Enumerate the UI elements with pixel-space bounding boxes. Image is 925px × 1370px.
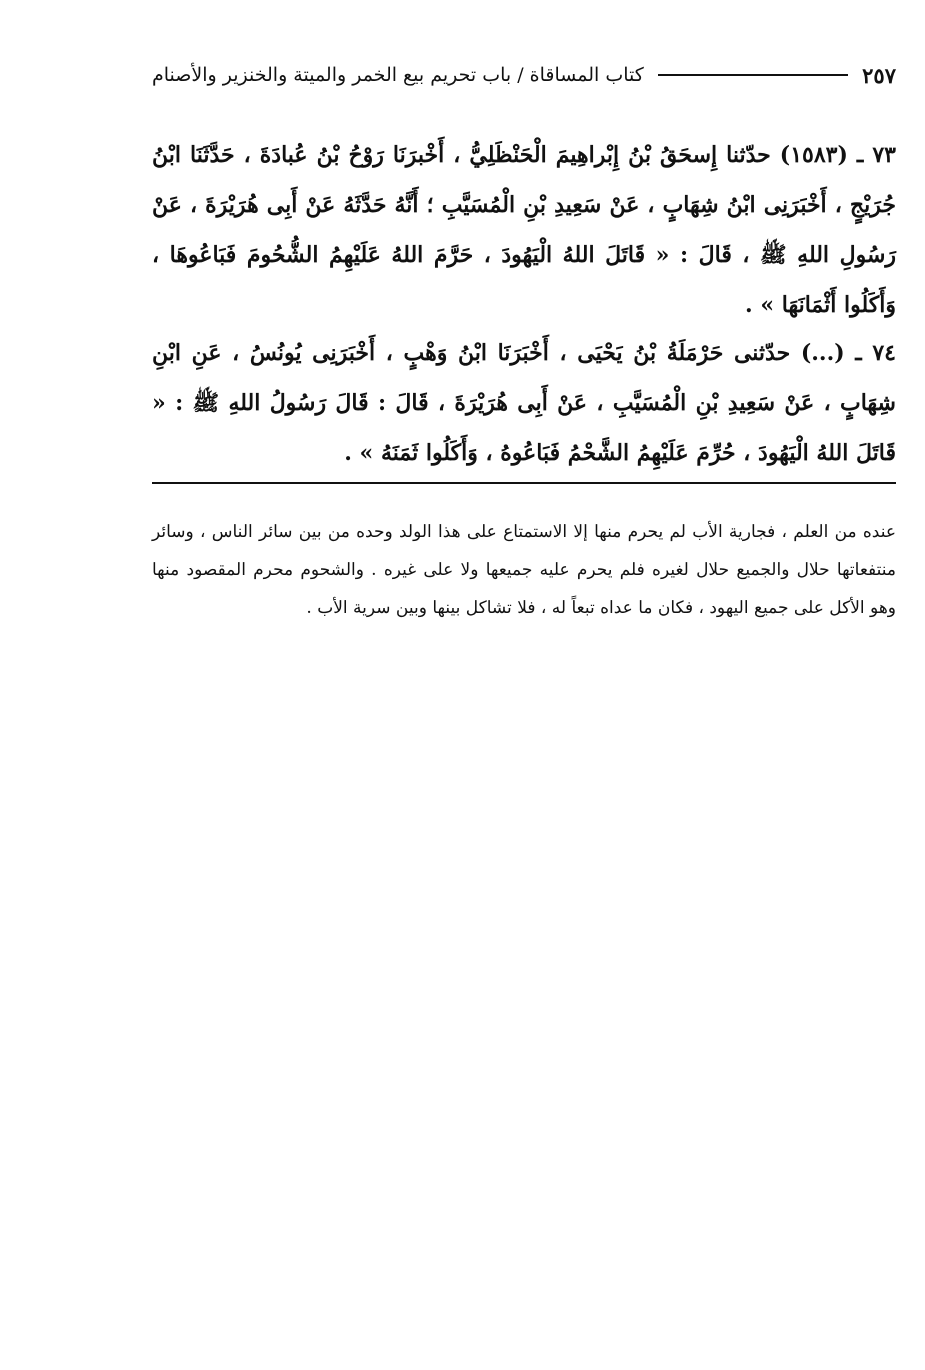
footnote: عنده من العلم ، فجارية الأب لم يحرم منها إلا الاستمتاع على هذا الولد وحده من بين سائر الناس ، وسائر منتفعاتها حلال والجميع حلال لغيره فلم يحرم عليه جميعها ولا على غيره . والشحوم محرم المقصود منها وهو الأكل على جميع اليهود ، فكان ما عداه تبعاً له ، فلا تشاكل بينها وبين سرية الأب . (152, 522, 896, 618)
header-rule (658, 74, 848, 76)
header-title: كتاب المساقاة / باب تحريم بيع الخمر والميتة والخنزير والأصنام (152, 64, 644, 86)
page-number: ٢٥٧ (862, 62, 896, 88)
footnote-divider (152, 482, 896, 484)
running-header (152, 58, 896, 92)
hadith-73: ٧٣ ـ (١٥٨٣) حدّثنا إِسحَقُ بْنُ إِبْراهِيمَ الْحَنْظَلِيُّ ، أَخْبرَنَا رَوْحُ بْنُ عُبادَةَ ، حَدَّثَنَا ابْنُ جُرَيْجٍ ، أَخْبَرَنِى ابْنُ شِهَابٍ ، عَنْ سَعِيدِ بْنِ الْمُسَيَّبِ ؛ أَنَّهُ حَدَّثَهُ عَنْ أَبِى هُرَيْرَةَ ، عَنْ رَسُولِ اللهِ ﷺ ، قَالَ : « قَاتَلَ اللهُ الْيَهُودَ ، حَرَّمَ اللهُ عَلَيْهِمُ الشُّحُومَ فَبَاعُوهَا ، وَأَكَلُوا أَثْمَانَهَا » . (152, 142, 896, 318)
hadith-74: ٧٤ ـ (...) حدّثنى حَرْمَلَةُ بْنُ يَحْيَى ، أَخْبَرَنَا ابْنُ وَهْبٍ ، أَخْبَرَنِى يُونُسُ ، عَنِ ابْنِ شِهَابٍ ، عَنْ سَعِيدِ بْنِ الْمُسَيَّبِ ، عَنْ أَبِى هُرَيْرَةَ ، قَالَ : قَالَ رَسُولُ اللهِ ﷺ : « قَاتَلَ اللهُ الْيَهُودَ ، حُرِّمَ عَلَيْهِمُ الشَّحْمُ فَبَاعُوهُ ، وَأَكَلُوا ثَمَنَهُ » . (152, 340, 896, 466)
